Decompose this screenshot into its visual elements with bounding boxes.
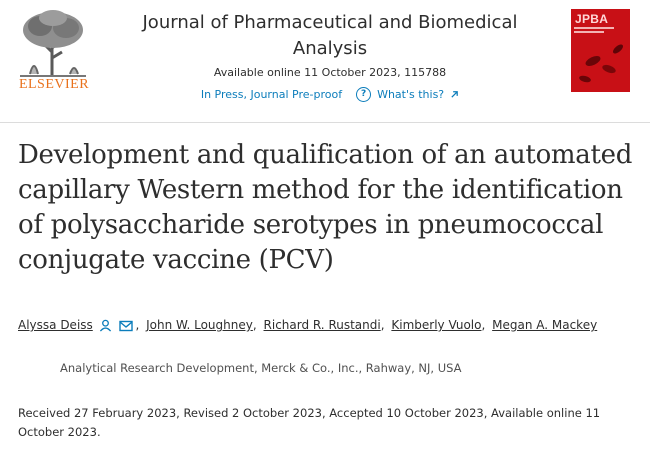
journal-cover-image[interactable] xyxy=(571,9,630,92)
author-separator: , xyxy=(380,318,385,332)
whats-this-label: What's this? xyxy=(377,88,445,101)
author-link[interactable]: Megan A. Mackey xyxy=(492,318,598,332)
header-divider xyxy=(0,122,650,123)
tree-illustration-icon xyxy=(14,8,92,78)
person-icon[interactable] xyxy=(99,319,112,332)
author-link[interactable]: Alyssa Deiss xyxy=(18,318,93,332)
author-list xyxy=(18,317,638,333)
affiliation-text: Analytical Research Development, Merck & Co., Inc., Rahway, NJ, USA xyxy=(60,361,462,375)
author-link[interactable]: John W. Loughney xyxy=(146,318,253,332)
cover-artwork-icon xyxy=(571,9,630,92)
elsevier-wordmark: ELSEVIER xyxy=(18,77,90,92)
availability-text: Available online 11 October 2023, 115788 xyxy=(213,66,447,79)
author-separator: , xyxy=(481,318,486,332)
article-title: Development and qualification of an automated capillary Western method for the identification of polysaccharide serotypes in pneumococcal conjugate vaccine (PCV) xyxy=(18,140,633,275)
cover-title: JPBA xyxy=(575,12,609,26)
status-label: In Press, Journal Pre-proof xyxy=(200,88,343,101)
article-history-dates: Received 27 February 2023, Revised 2 October 2023, Accepted 10 October 2023, Available online 11 October 2023. xyxy=(18,406,601,439)
author-link[interactable]: Richard R. Rustandi xyxy=(263,318,381,332)
journal-header xyxy=(0,0,650,122)
author-separator: , xyxy=(252,318,257,332)
whats-this-link[interactable] xyxy=(356,87,459,102)
journal-title-link[interactable]: Journal of Pharmaceutical and Biomedical Analysis xyxy=(142,12,518,59)
author-link[interactable]: Kimberly Vuolo xyxy=(391,318,482,332)
journal-info xyxy=(108,10,552,102)
status-row xyxy=(108,87,552,102)
envelope-icon[interactable] xyxy=(119,320,133,332)
author-separator: , xyxy=(135,318,140,332)
question-circle-icon: ? xyxy=(356,87,371,102)
arrow-up-right-icon xyxy=(450,90,459,99)
